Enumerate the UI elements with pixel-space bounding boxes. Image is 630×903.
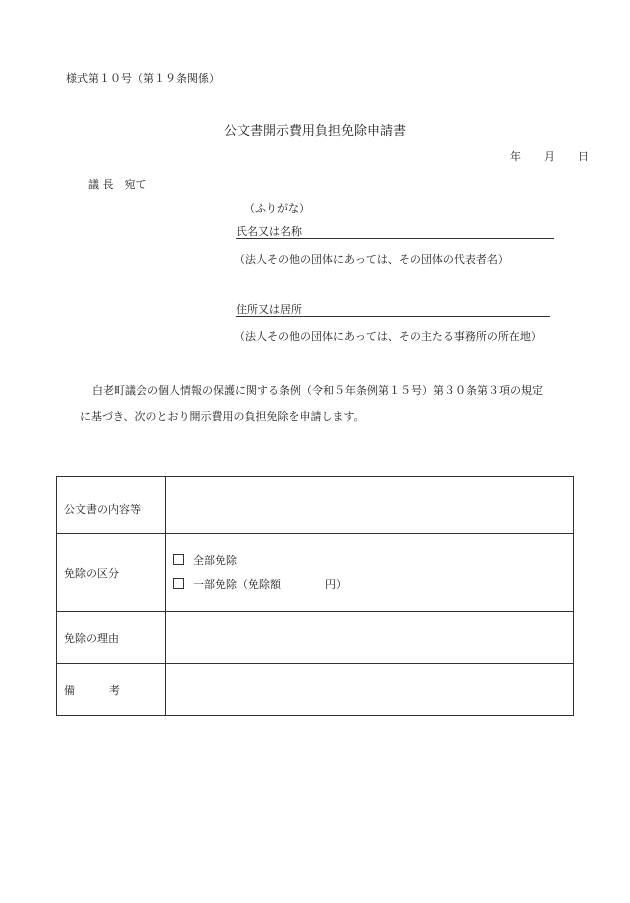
form-number: 様式第１０号（第１９条関係） [66, 72, 220, 85]
date-year: 年 [510, 150, 521, 163]
application-statement [80, 378, 590, 430]
page-title: 公文書開示費用負担免除申請書 [223, 124, 406, 139]
remarks-input[interactable] [166, 664, 574, 716]
remarks-char-1: 備 [64, 683, 75, 697]
option-full[interactable] [166, 549, 573, 573]
reason-input[interactable] [166, 612, 574, 664]
address-label: 住所又は居所 [236, 303, 302, 316]
table-row-content [57, 477, 574, 534]
table-row-remarks [57, 664, 574, 716]
table-row-exemption-type [57, 534, 574, 612]
option-partial[interactable] [166, 573, 573, 597]
date-month: 月 [544, 150, 555, 163]
remarks-label [57, 664, 166, 716]
statement-line-1: 白老町議会の個人情報の保護に関する条例（令和５年条例第１５号）第３０条第３項の規定 [92, 384, 543, 397]
remarks-char-2: 考 [109, 683, 120, 697]
exemption-type-label: 免除の区分 [57, 534, 166, 612]
table-row-reason [57, 612, 574, 664]
checkbox-partial[interactable] [173, 578, 184, 589]
address-field[interactable] [236, 300, 550, 317]
application-table [56, 476, 574, 716]
addressee: 議 長 宛て [88, 178, 147, 191]
name-field[interactable] [236, 222, 554, 239]
exemption-options [166, 534, 574, 612]
content-input[interactable] [166, 477, 574, 534]
option-partial-label: 一部免除（免除額 円） [193, 577, 347, 591]
checkbox-full[interactable] [173, 554, 184, 565]
content-label: 公文書の内容等 [57, 477, 166, 534]
name-note: （法人その他の団体にあっては、その団体の代表者名） [234, 253, 509, 266]
option-full-label: 全部免除 [193, 553, 237, 567]
name-label: 氏名又は名称 [236, 225, 302, 238]
date-day: 日 [578, 150, 589, 163]
reason-label: 免除の理由 [57, 612, 166, 664]
date-line [510, 148, 589, 164]
statement-line-2: に基づき、次のとおり開示費用の負担免除を申請します。 [80, 410, 365, 423]
address-note: （法人その他の団体にあっては、その主たる事務所の所在地） [234, 330, 542, 343]
furigana-label: （ふりがな） [244, 202, 310, 215]
